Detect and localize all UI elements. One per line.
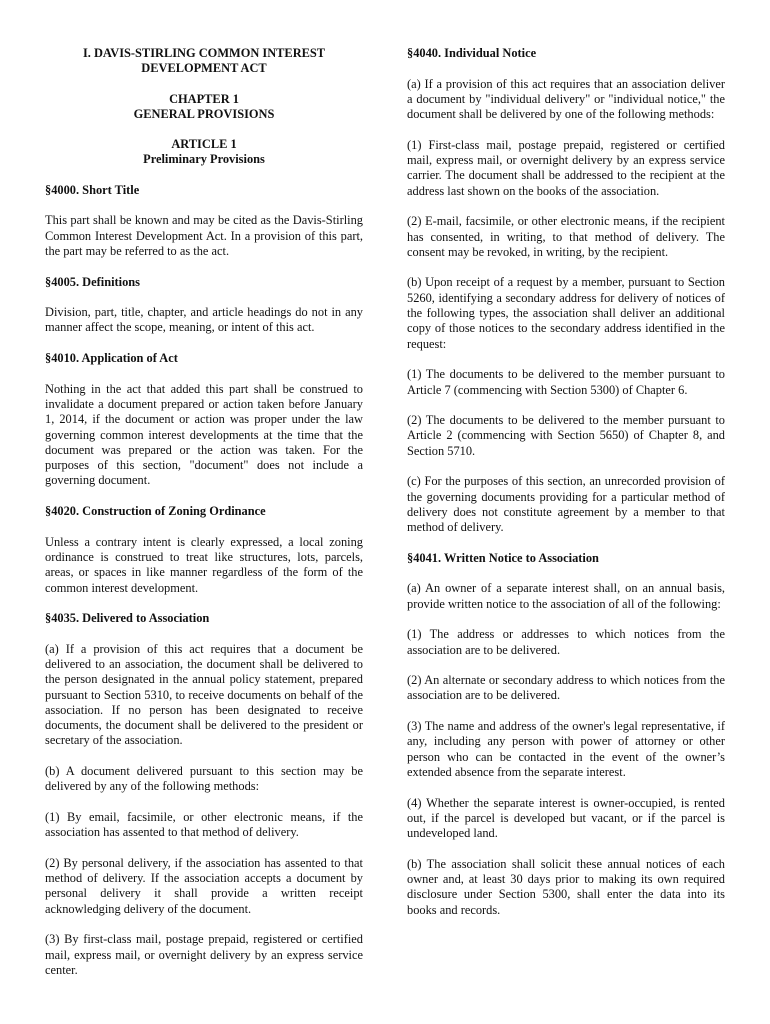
section-4041-para-a3: (3) The name and address of the owner's legal representative, if any, including any person with power of attorney or other person who can be contacted in the event of the owner’s extended absence from the separate interest. bbox=[407, 719, 725, 779]
section-4040-para-a: (a) If a provision of this act requires that an association deliver a document by "individual delivery" or "individual notice," the document shall be delivered by one of the following methods: bbox=[407, 76, 725, 122]
section-4020-text: Unless a contrary intent is clearly expressed, a local zoning ordinance is construed to treat like structures, lots, parcels, areas, or spaces in like manner regardless of the form of the common interest development. bbox=[45, 534, 363, 595]
section-4040-heading: §4040. Individual Notice bbox=[407, 46, 537, 60]
section-4041-para-a4: (4) Whether the separate interest is owner-occupied, is rented out, if the parcel is developed but vacant, or if the parcel is undeveloped land. bbox=[407, 795, 725, 841]
section-4020-heading: §4020. Construction of Zoning Ordinance bbox=[45, 504, 266, 519]
act-title-line1: I. DAVIS-STIRLING COMMON INTEREST bbox=[82, 46, 326, 60]
act-title-line2: DEVELOPMENT ACT bbox=[141, 61, 267, 76]
left-column bbox=[45, 46, 363, 994]
section-4000-text: This part shall be known and may be cited as the Davis-Stirling Common Interest Development Act. In a provision of this part, the part may be referred to as the act. bbox=[45, 213, 363, 258]
chapter-title: GENERAL PROVISIONS bbox=[133, 106, 275, 121]
chapter-heading bbox=[45, 92, 363, 123]
section-4041-heading: §4041. Written Notice to Association bbox=[407, 550, 599, 565]
section-4040-para-a2: (2) E-mail, facsimile, or other electronic means, if the recipient has consented, in writing, to that method of delivery. The consent may be revoked, in writing, by the recipient. bbox=[407, 214, 725, 259]
section-4005-text: Division, part, title, chapter, and article headings do not in any manner affect the scope, meaning, or intent of this act. bbox=[45, 305, 363, 335]
article-title: Preliminary Provisions bbox=[143, 152, 265, 167]
section-4035-heading: §4035. Delivered to Association bbox=[45, 611, 210, 626]
section-4040-para-a1: (1) First-class mail, postage prepaid, registered or certified mail, express mail, or overnight delivery by an express service carrier. The document shall be addressed to the recipient at the address last shown on the books of the association. bbox=[407, 137, 725, 198]
act-title bbox=[45, 46, 363, 77]
section-4040-para-b2: (2) The documents to be delivered to the member pursuant to Article 2 (commencing with Section 5650) of Chapter 8, and Section 5710. bbox=[407, 413, 725, 458]
section-4010-heading: §4010. Application of Act bbox=[45, 351, 178, 366]
section-4041-para-a1: (1) The address or addresses to which notices from the association are to be delivered. bbox=[407, 627, 725, 657]
section-4005-heading: §4005. Definitions bbox=[45, 274, 140, 289]
section-4035-para-b1: (1) By email, facsimile, or other electronic means, if the association has assented to that method of delivery. bbox=[45, 809, 363, 840]
section-4041-para-a: (a) An owner of a separate interest shall, on an annual basis, provide written notice to the association of all of the following: bbox=[407, 581, 725, 611]
section-4041-para-a2: (2) An alternate or secondary address to which notices from the association are to be delivered. bbox=[407, 673, 725, 703]
section-4035-para-b3: (3) By first-class mail, postage prepaid, registered or certified mail, express mail, or overnight delivery by an express service center. bbox=[45, 932, 363, 977]
article-heading bbox=[45, 137, 363, 168]
section-4040-para-b: (b) Upon receipt of a request by a member, pursuant to Section 5260, identifying a secondary address for delivery of notices of the following types, the association shall deliver an additional copy of those notices to the secondary address identified in the request: bbox=[407, 275, 725, 351]
section-4040-para-b1: (1) The documents to be delivered to the member pursuant to Article 7 (commencing with Section 5300) of Chapter 6. bbox=[407, 367, 725, 397]
section-4035-para-b: (b) A document delivered pursuant to this section may be delivered by any of the following methods: bbox=[45, 764, 363, 794]
chapter-number: CHAPTER 1 bbox=[169, 91, 239, 106]
section-4040-para-c: (c) For the purposes of this section, an unrecorded provision of the governing documents providing for a particular method of delivery does not constitute agreement by a member to that method of delivery. bbox=[407, 474, 725, 535]
section-4035-para-b2: (2) By personal delivery, if the association has assented to that method of delivery. If the association accepts a document by personal delivery it shall provide a written receipt acknowledging delivery of the document. bbox=[45, 855, 363, 916]
section-4010-text: Nothing in the act that added this part shall be construed to invalidate a document prepared or action taken before January 1, 2014, if the document or action was proper under the law governing common interest developments at the time that the document was prepared or the action was taken. For the purposes of this section, "document" does not include a governing document. bbox=[45, 381, 363, 488]
article-number: ARTICLE 1 bbox=[171, 137, 237, 152]
section-4041-para-b: (b) The association shall solicit these annual notices of each owner and, at least 30 days prior to making its own required disclosure under Section 5300, shall enter the data into its books and records. bbox=[407, 856, 725, 917]
section-4035-para-a: (a) If a provision of this act requires that a document be delivered to an association, the document shall be delivered to the person designated in the annual policy statement, prepared pursuant to Section 5310, to receive documents on behalf of the association. If no person has been designated to receive documents, the document shall be delivered to the president or secretary of the association. bbox=[45, 641, 363, 748]
right-column bbox=[407, 46, 725, 933]
section-4000-heading: §4000. Short Title bbox=[45, 182, 140, 197]
